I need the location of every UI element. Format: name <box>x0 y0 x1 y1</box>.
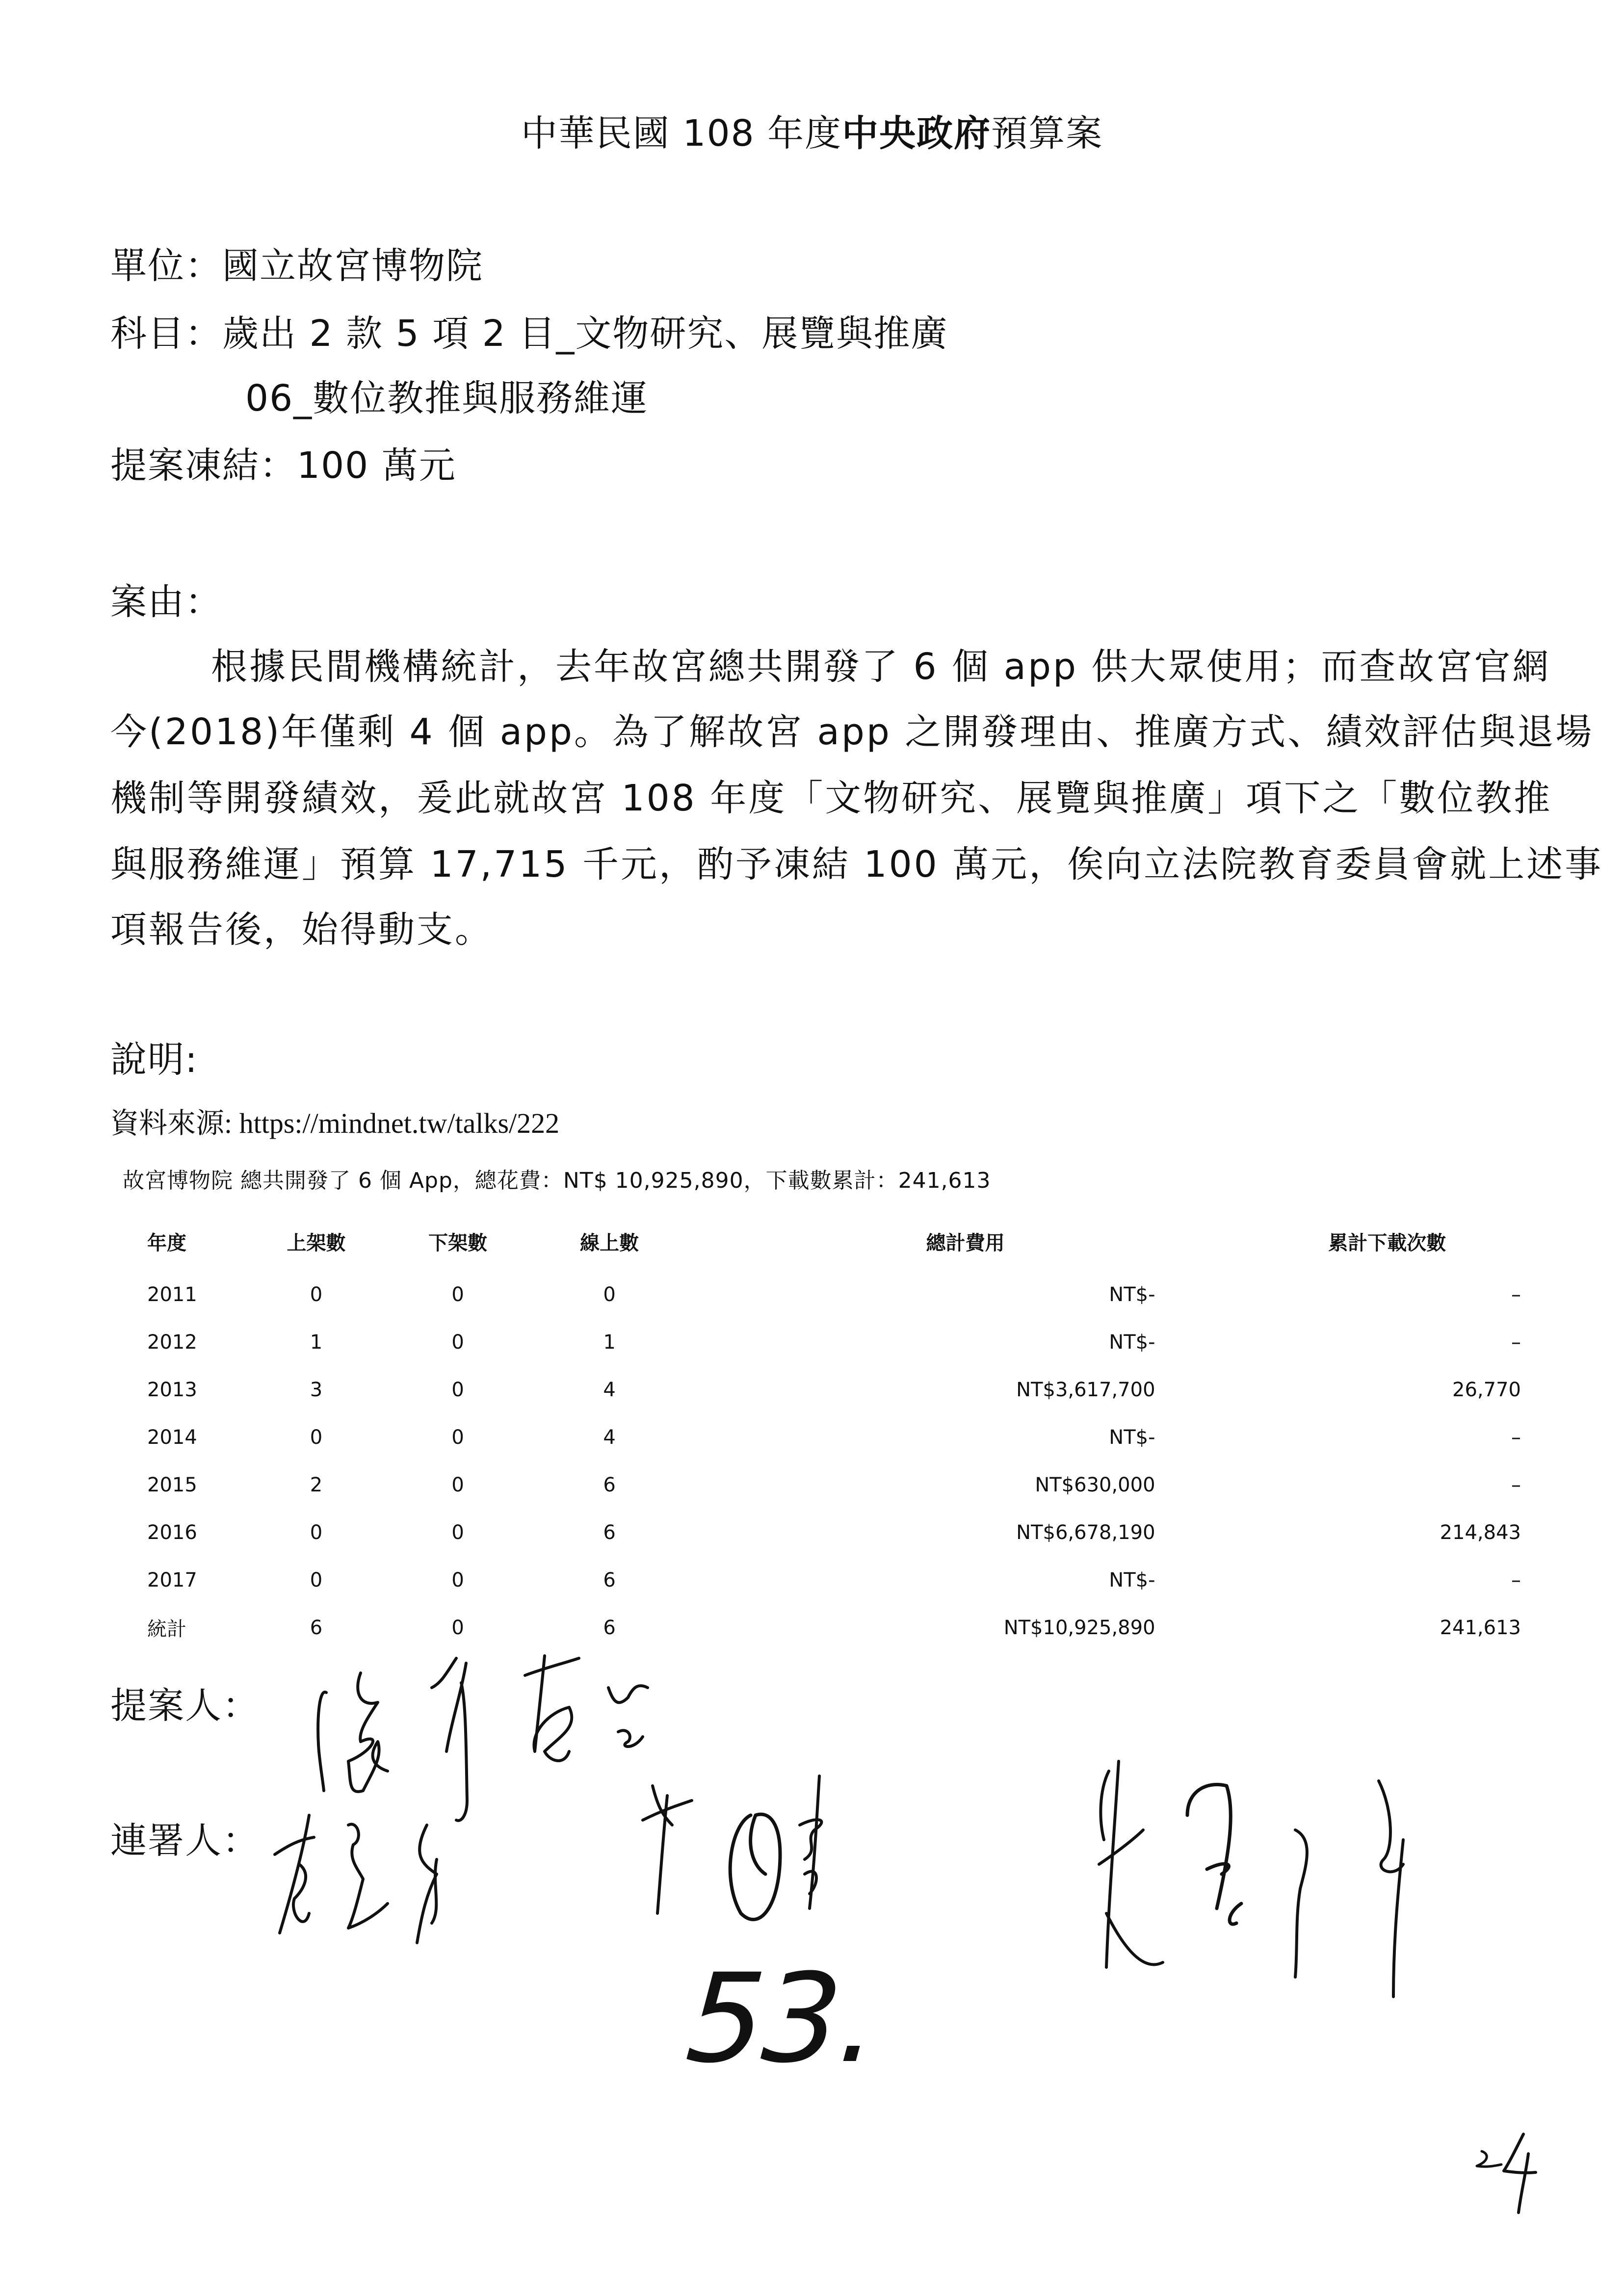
source-label: 資料來源: <box>110 1107 233 1139</box>
unit-value: 國立故宮博物院 <box>222 245 483 287</box>
cell-online: 6 <box>603 1521 616 1544</box>
cell-downloads: 214,843 <box>1440 1521 1521 1544</box>
reason-line: 與服務維運」預算 17,715 千元，酌予凍結 100 萬元，俟向立法院教育委員會就上述事 <box>110 843 1603 886</box>
cell-online: 4 <box>603 1378 616 1401</box>
subject-value: 歲出 2 款 5 項 2 目_文物研究、展覽與推廣 <box>222 313 948 355</box>
table-row <box>123 1366 1536 1413</box>
reason-heading: 案由： <box>110 581 222 623</box>
cell-downloads: – <box>1511 1568 1521 1592</box>
cell-downloads: – <box>1511 1426 1521 1449</box>
cell-cost: NT$10,925,890 <box>1003 1616 1155 1639</box>
freeze-line <box>110 444 456 487</box>
reason-line: 根據民間機構統計，去年故宮總共開發了 6 個 app 供大眾使用；而查故宮官網 <box>211 646 1551 688</box>
cell-year: 2015 <box>147 1473 197 1496</box>
cell-downloads: – <box>1511 1473 1521 1496</box>
header-cost: 總計費用 <box>926 1231 1005 1254</box>
cosigner-label: 連署人： <box>110 1820 260 1862</box>
title-suffix: 預算案 <box>991 112 1103 155</box>
reason-line: 機制等開發績效，爰此就故宮 108 年度「文物研究、展覽與推廣」項下之「數位教推 <box>110 777 1552 819</box>
cell-delisted: 0 <box>451 1473 464 1496</box>
cell-downloads: 26,770 <box>1452 1378 1521 1401</box>
header-year: 年度 <box>147 1231 186 1254</box>
cosigner-signature-3 <box>1079 1742 1482 2018</box>
header-listed: 上架數 <box>287 1231 346 1254</box>
table-header-row <box>123 1212 1536 1271</box>
cell-delisted: 0 <box>451 1616 464 1639</box>
cell-listed: 0 <box>310 1568 323 1592</box>
subject-line <box>110 313 948 355</box>
cell-listed: 0 <box>310 1521 323 1544</box>
subject-label: 科目： <box>110 313 222 355</box>
table-row <box>123 1413 1536 1461</box>
summary-line: 故宮博物院 總共開發了 6 個 App，總花費：NT$ 10,925,890，下載數累計：241,613 <box>123 1168 991 1193</box>
cosigner-signature-1 <box>265 1786 579 1964</box>
cell-delisted: 0 <box>451 1283 464 1306</box>
table-row <box>123 1509 1536 1556</box>
cell-listed: 1 <box>310 1331 323 1354</box>
cell-year: 統計 <box>147 1618 186 1641</box>
cell-delisted: 0 <box>451 1521 464 1544</box>
cell-year: 2013 <box>147 1378 197 1401</box>
cell-online: 6 <box>603 1568 616 1592</box>
cosigner-signature-2 <box>633 1756 937 1964</box>
cell-online: 6 <box>603 1616 616 1639</box>
notes-heading: 說明: <box>110 1039 198 1081</box>
cell-listed: 3 <box>310 1378 323 1401</box>
header-online: 線上數 <box>580 1231 639 1254</box>
cell-listed: 0 <box>310 1283 323 1306</box>
table-row <box>123 1318 1536 1366</box>
cell-delisted: 0 <box>451 1331 464 1354</box>
cell-downloads: – <box>1511 1331 1521 1354</box>
cell-cost: NT$6,678,190 <box>1016 1521 1155 1544</box>
source-line <box>110 1100 559 1141</box>
cell-year: 2014 <box>147 1426 197 1449</box>
freeze-label: 提案凍結： <box>110 444 297 487</box>
cell-year: 2017 <box>147 1568 197 1592</box>
cell-cost: NT$- <box>1109 1426 1155 1449</box>
cell-delisted: 0 <box>451 1568 464 1592</box>
cell-cost: NT$3,617,700 <box>1016 1378 1155 1401</box>
cell-online: 6 <box>603 1473 616 1496</box>
unit-label: 單位： <box>110 245 222 287</box>
cell-cost: NT$- <box>1109 1568 1155 1592</box>
header-delisted: 下架數 <box>428 1231 488 1254</box>
title-bold: 中央政府 <box>842 112 992 155</box>
cell-listed: 0 <box>310 1426 323 1449</box>
cell-downloads: 241,613 <box>1440 1616 1521 1639</box>
subject-sub-line: 06_數位教推與服務維運 <box>245 377 649 419</box>
cell-listed: 6 <box>310 1616 323 1639</box>
table-row <box>123 1556 1536 1604</box>
cell-online: 4 <box>603 1426 616 1449</box>
cell-delisted: 0 <box>451 1378 464 1401</box>
title-prefix: 中華民國 108 年度 <box>521 112 842 155</box>
header-downloads: 累計下載次數 <box>1328 1231 1446 1254</box>
cell-listed: 2 <box>310 1473 323 1496</box>
cell-year: 2016 <box>147 1521 197 1544</box>
cell-cost: NT$- <box>1109 1283 1155 1306</box>
cell-online: 1 <box>603 1331 616 1354</box>
unit-line <box>110 245 483 287</box>
cell-cost: NT$- <box>1109 1331 1155 1354</box>
table-row <box>123 1461 1536 1509</box>
cell-delisted: 0 <box>451 1426 464 1449</box>
freeze-value: 100 萬元 <box>297 444 456 487</box>
cell-year: 2012 <box>147 1331 197 1354</box>
cell-year: 2011 <box>147 1283 197 1306</box>
reason-line: 項報告後，始得動支。 <box>110 909 493 951</box>
reason-line: 今(2018)年僅剩 4 個 app。為了解故宮 app 之開發理由、推廣方式、績效評估與退場 <box>110 711 1594 753</box>
page-mark <box>1472 2134 1541 2219</box>
table-row <box>123 1271 1536 1318</box>
app-stats-table <box>123 1212 1536 1651</box>
cell-cost: NT$630,000 <box>1035 1473 1155 1496</box>
cell-online: 0 <box>603 1283 616 1306</box>
handwritten-number: 53. <box>681 1947 881 2090</box>
source-url[interactable]: https://mindnet.tw/talks/222 <box>239 1107 560 1139</box>
table-total-row <box>123 1604 1536 1651</box>
cell-downloads: – <box>1511 1283 1521 1306</box>
document-title <box>0 112 1624 155</box>
proposer-label: 提案人： <box>110 1685 260 1727</box>
